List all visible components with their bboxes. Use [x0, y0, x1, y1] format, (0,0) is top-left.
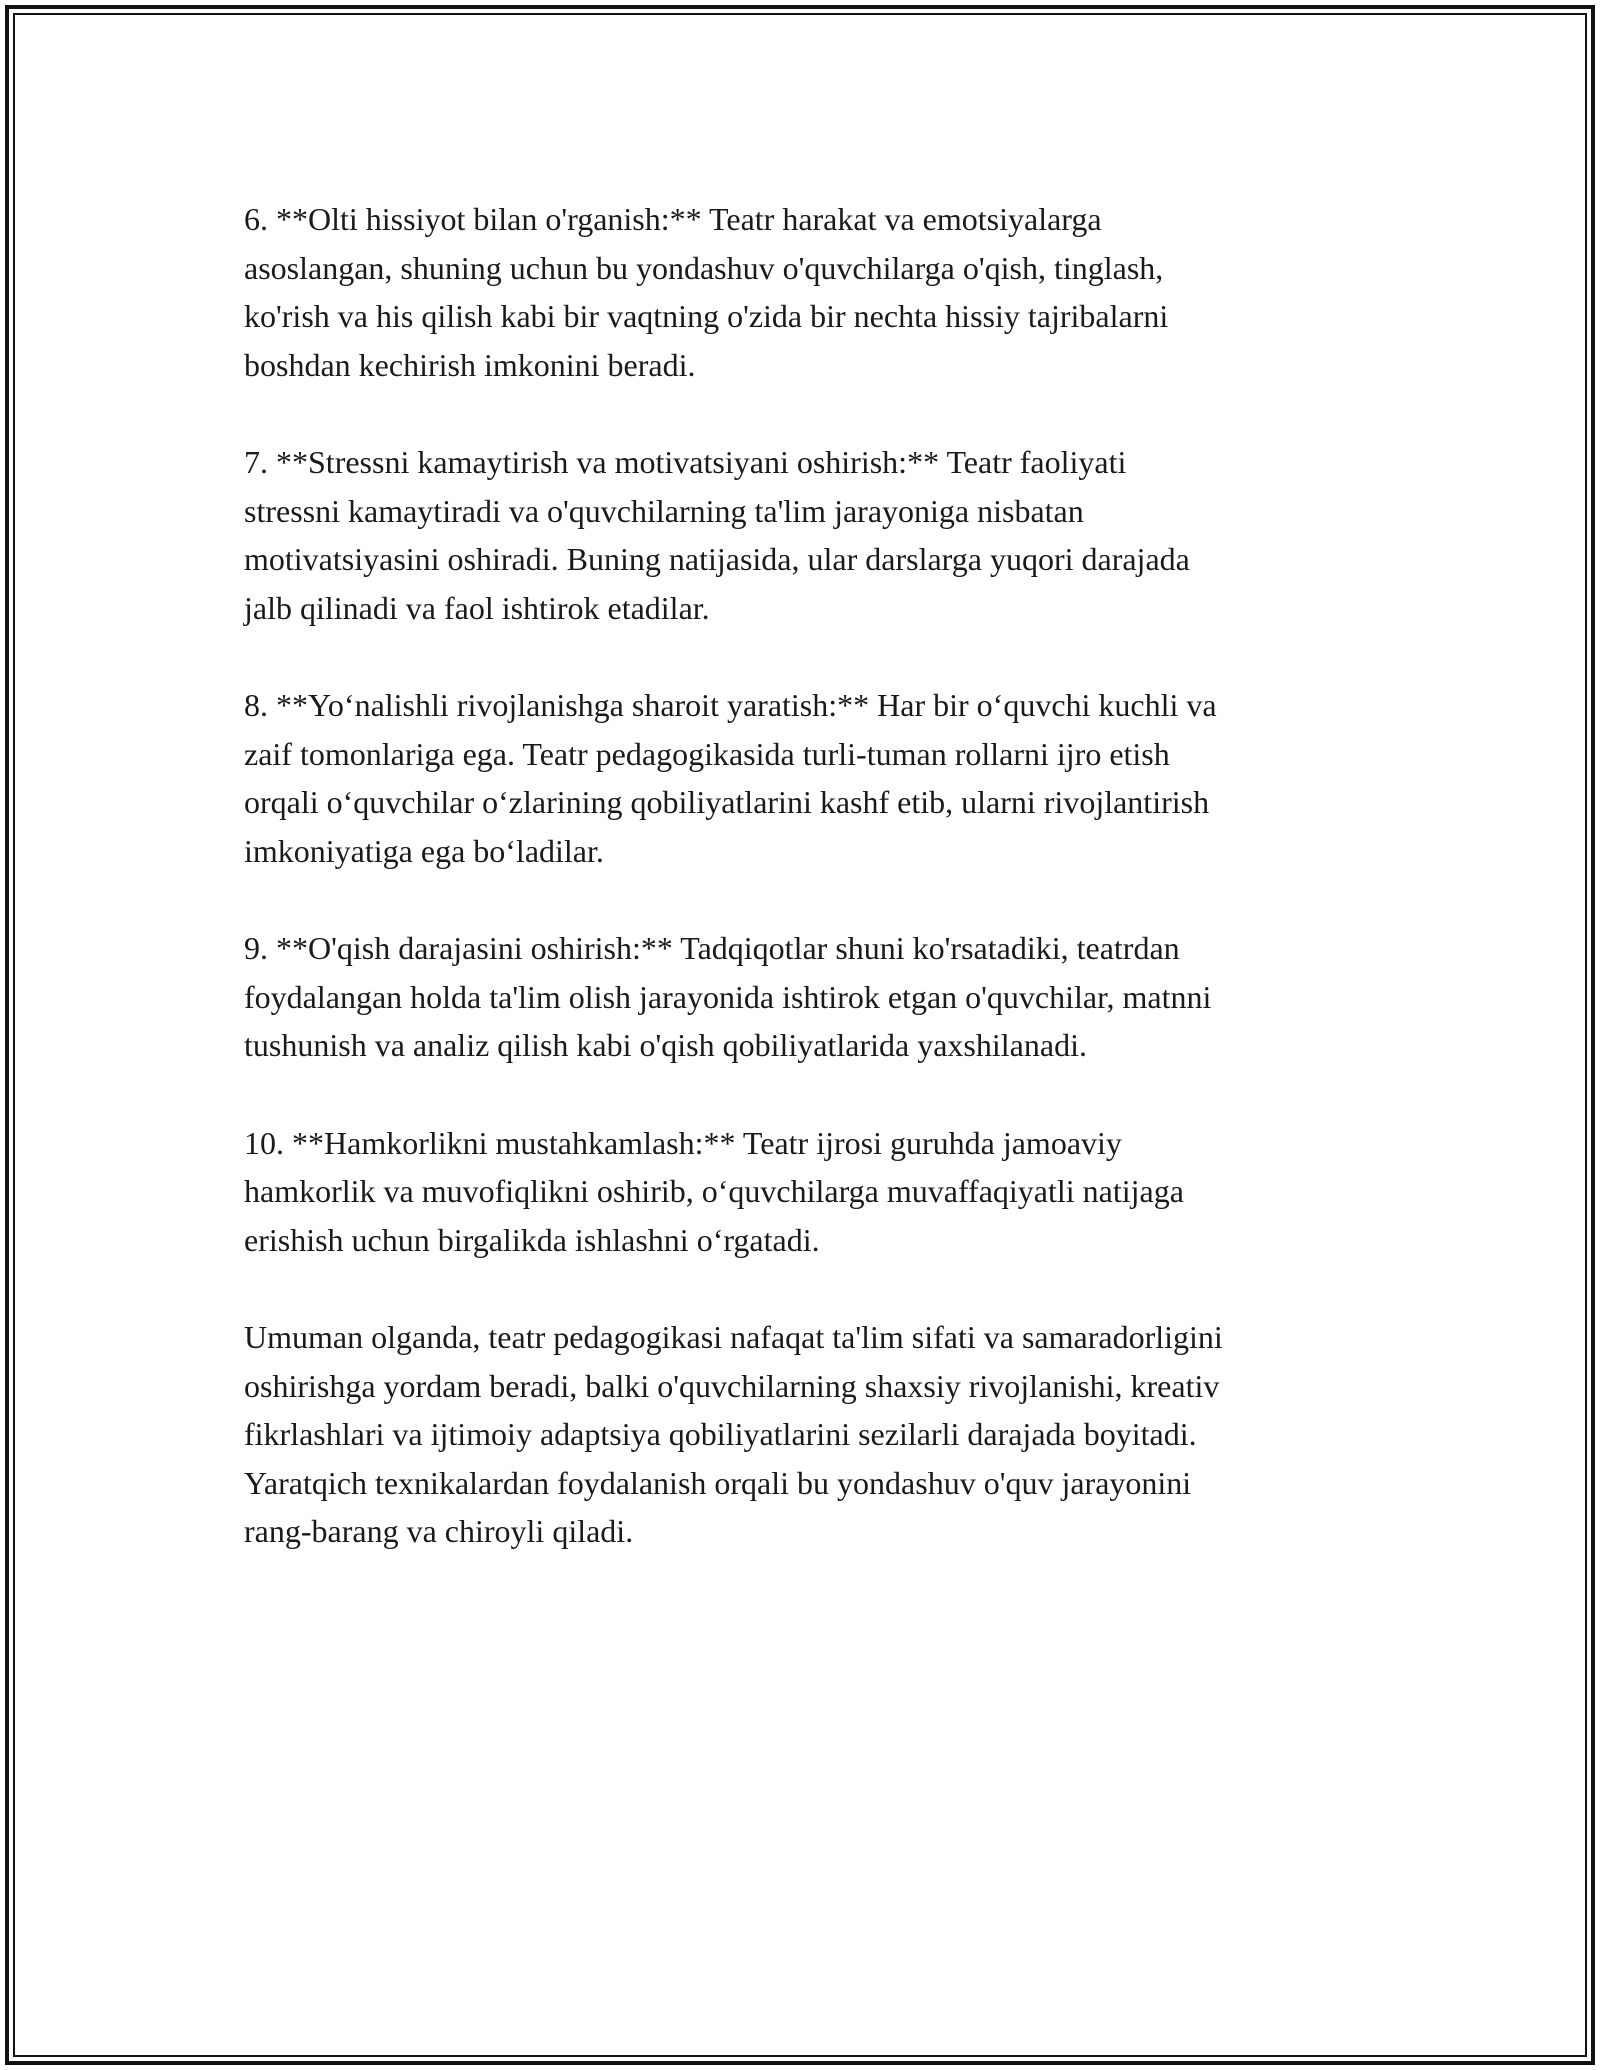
- paragraph-conclusion: Umuman olganda, teatr pedagogikasi nafaqat ta'lim sifati va samaradorligini oshirishga yordam beradi, balki o'quvchilarning shaxsiy rivojlanishi, kreativ fikrlashlari va ijtimoiy adaptsiya qobiliyatlarini sezilarli darajada boyitadi. Yaratqich texnikalardan foydalanish orqali bu yondashuv o'quv jarayonini rang-barang va chiroyli qiladi.: [244, 1319, 1223, 1549]
- paragraph-item-6: 6. **Olti hissiyot bilan o'rganish:** Teatr harakat va emotsiyalarga asoslangan, shuning uchun bu yondashuv o'quvchilarga o'qish, tinglash, ko'rish va his qilish kabi bir vaqtning o'zida bir nechta hissiy tajribalarni boshdan kechirish imkonini beradi.: [244, 201, 1169, 383]
- paragraph-item-7: 7. **Stressni kamaytirish va motivatsiyani oshirish:** Teatr faoliyati stressni kamaytiradi va o'quvchilarning ta'lim jarayoniga nisbatan motivatsiyasini oshiradi. Buning natijasida, ular darslarga yuqori darajada jalb qilinadi va faol ishtirok etadilar.: [244, 444, 1190, 626]
- paragraph-item-8: 8. **Yoʻnalishli rivojlanishga sharoit yaratish:** Har bir oʻquvchi kuchli va zaif tomonlariga ega. Teatr pedagogikasida turli-tuman rollarni ijro etish orqali oʻquvchilar oʻzlarining qobiliyatlarini kashf etib, ularni rivojlantirish imkoniyatiga ega boʻladilar.: [244, 687, 1217, 869]
- paragraph-item-9: 9. **O'qish darajasini oshirish:** Tadqiqotlar shuni ko'rsatadiki, teatrdan foydalangan holda ta'lim olish jarayonida ishtirok etgan o'quvchilar, matnni tushunish va analiz qilish kabi o'qish qobiliyatlarida yaxshilanadi.: [244, 930, 1212, 1063]
- page-frame: [5, 5, 1595, 2065]
- document-body: [244, 195, 1384, 1605]
- paragraph-item-10: 10. **Hamkorlikni mustahkamlash:** Teatr ijrosi guruhda jamoaviy hamkorlik va muvofiqlikni oshirib, oʻquvchilarga muvaffaqiyatli natijaga erishish uchun birgalikda ishlashni oʻrgatadi.: [244, 1124, 1184, 1258]
